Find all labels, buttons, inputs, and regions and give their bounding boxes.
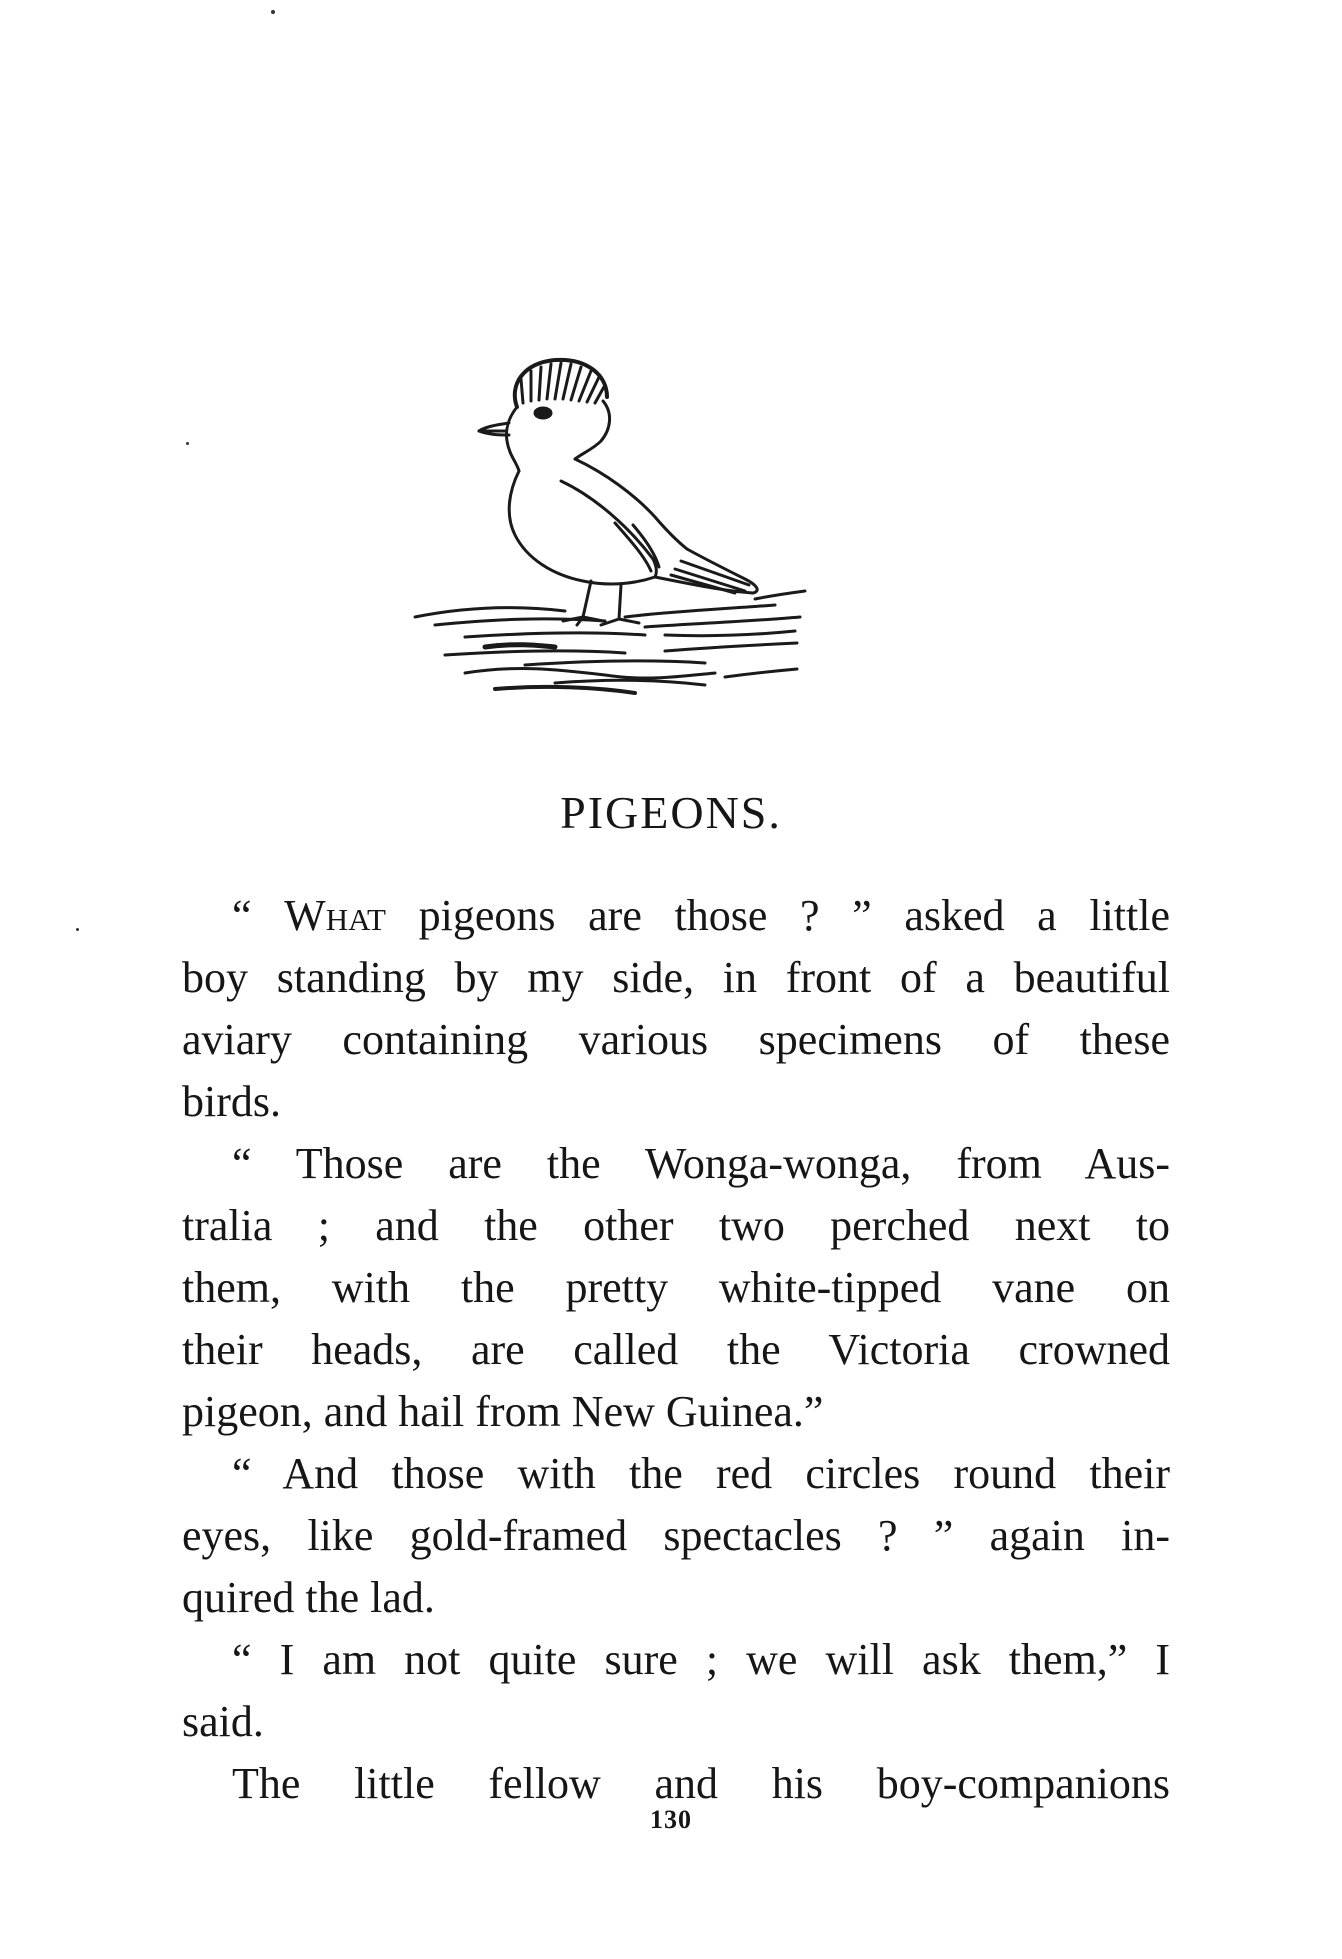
text-line: The little fellow and his boy-companions <box>232 1759 1170 1808</box>
text-line: pigeon, and hail from New Guinea.” <box>182 1387 824 1436</box>
text-span: “ <box>232 891 285 940</box>
text-line: eyes, like gold-framed spectacles ? ” again in- <box>182 1511 1170 1560</box>
text-line: quired the lad. <box>182 1573 435 1622</box>
text-line: aviary containing various specimens of these <box>182 1015 1170 1064</box>
text-line: boy standing by my side, in front of a beautiful <box>182 953 1170 1002</box>
scan-speck <box>271 10 275 14</box>
text-line: “ And those with the red circles round their <box>232 1449 1170 1498</box>
page-number: 130 <box>650 1805 692 1834</box>
text-span: pigeons are those ? ” asked a little <box>385 891 1170 940</box>
text-line <box>182 885 1170 947</box>
text-line: birds. <box>182 1077 281 1126</box>
small-caps-word: What <box>284 891 386 940</box>
text-line: “ Those are the Wonga-wonga, from Aus- <box>232 1139 1170 1188</box>
text-line: tralia ; and the other two perched next to <box>182 1201 1170 1250</box>
text-line: said. <box>182 1697 264 1746</box>
page-title: PIGEONS. <box>560 787 782 838</box>
body-text <box>182 885 1170 1815</box>
scan-speck <box>76 928 79 931</box>
scan-speck <box>186 442 189 445</box>
text-line: their heads, are called the Victoria crowned <box>182 1325 1170 1374</box>
crowned-pigeon-icon <box>405 355 905 725</box>
text-line: “ I am not quite sure ; we will ask them,” I <box>232 1635 1170 1684</box>
text-line: them, with the pretty white-tipped vane on <box>182 1263 1170 1312</box>
